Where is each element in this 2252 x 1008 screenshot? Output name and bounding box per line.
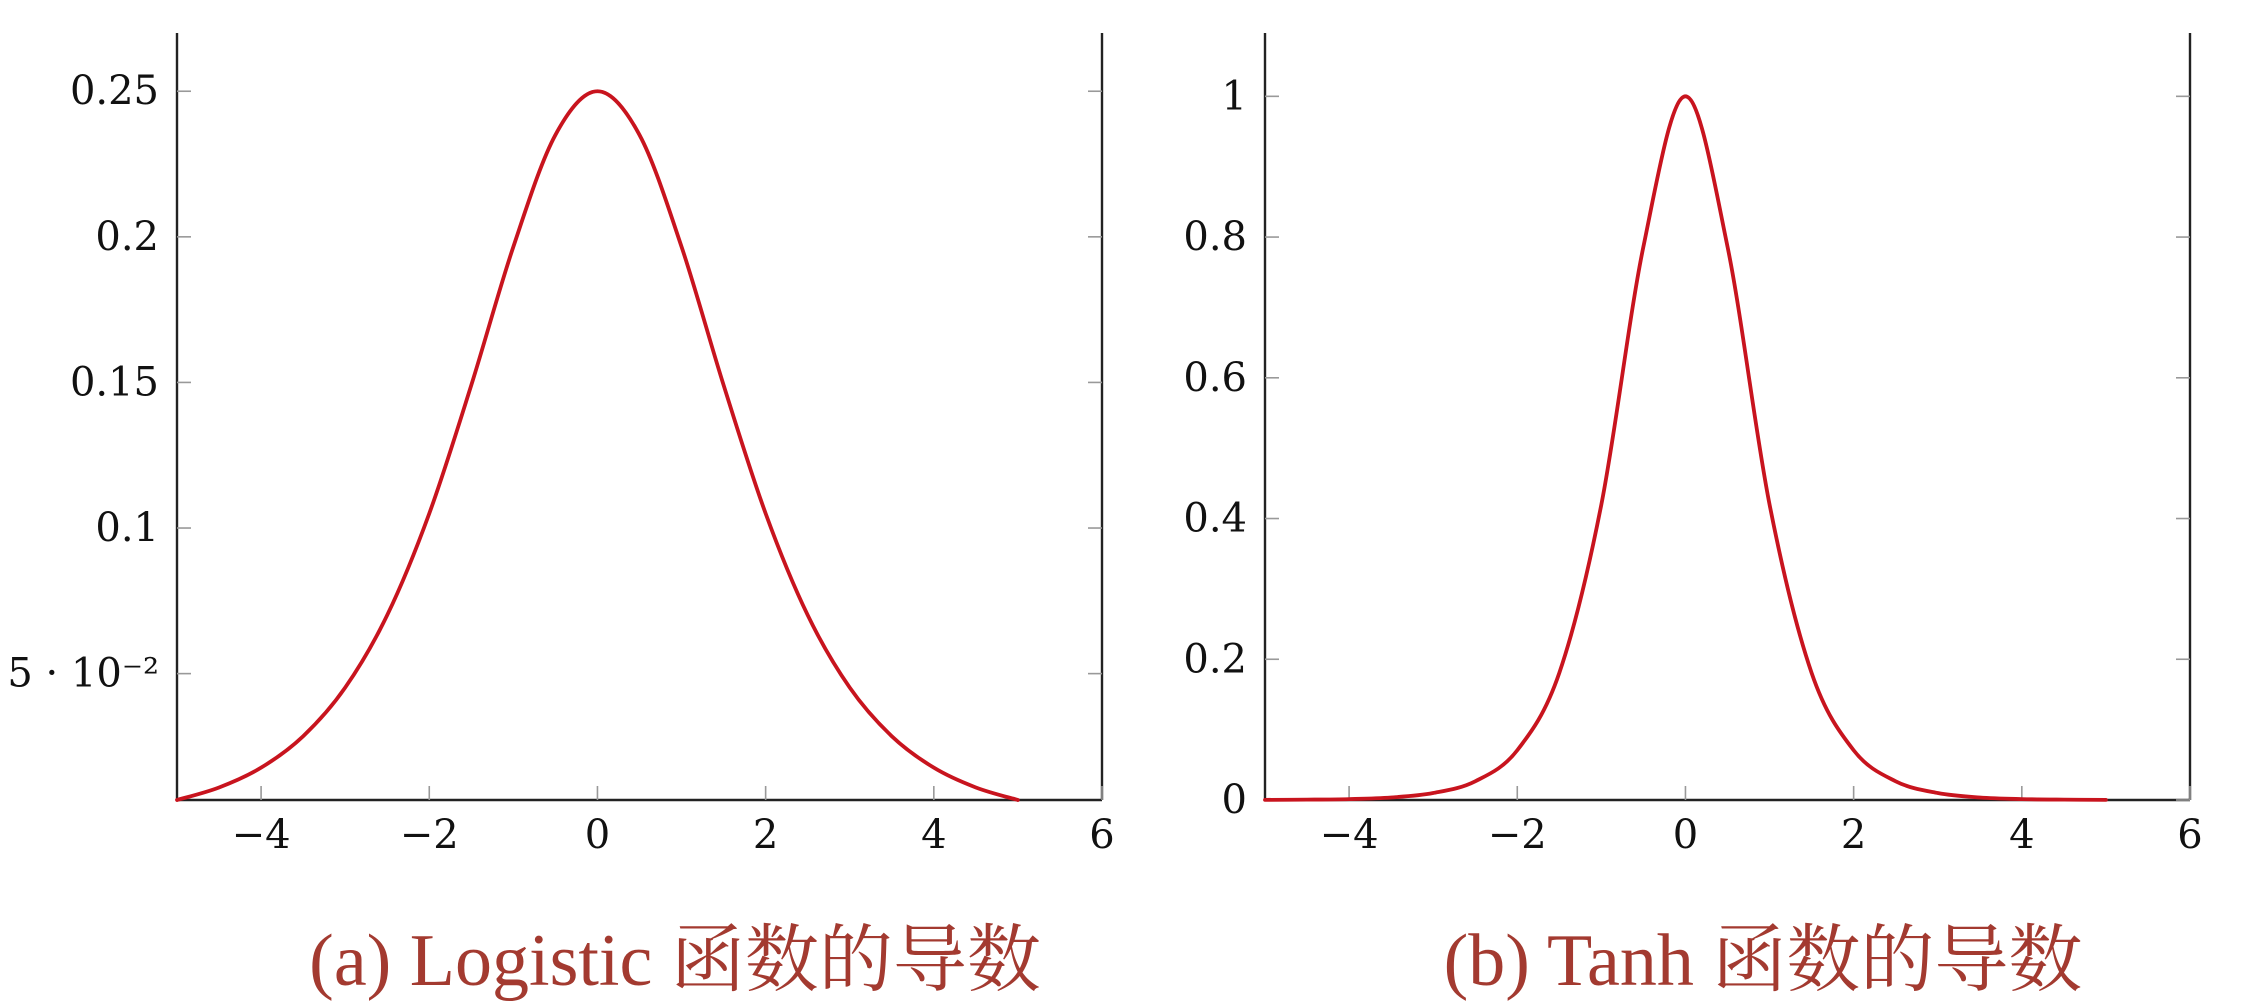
x-tick-label-4: −4 [231,812,291,858]
y-tick-label-0p8: 0.8 [1183,214,1247,261]
y-tick-label-0p15: 0.15 [69,359,159,406]
x-tick-label-6: 6 [2177,812,2203,858]
x-tick-label-4: 4 [921,812,947,858]
y-tick-label-0p6: 0.6 [1183,354,1247,401]
x-tick-label-2: 2 [1840,812,1867,858]
panel-tanh-derivative [1183,33,2202,858]
series-line-logistic-derivative [177,91,1018,800]
caption-logistic-derivative: (a) Logistic 函数的导数 [309,920,1041,1002]
series-line-tanh-derivative [1265,96,2106,800]
x-tick-label-2: −2 [399,812,459,858]
y-tick-label-0p1: 0.1 [95,505,159,552]
y-tick-label-0: 0 [1221,777,1247,823]
y-tick-label-0p2: 0.2 [95,213,159,260]
x-tick-label-2: −2 [1487,812,1547,858]
y-tick-label-0p4: 0.4 [1183,495,1247,542]
caption-tanh-derivative: (b) Tanh 函数的导数 [1443,920,2083,1002]
y-tick-label-1: 1 [1221,73,1247,120]
x-tick-label-2: 2 [752,812,779,858]
y-tick-label-0p05: 5 · 10⁻² [7,650,159,697]
x-tick-label-6: 6 [1089,812,1115,858]
y-tick-label-0p2: 0.2 [1183,636,1247,683]
x-tick-label-0: 0 [584,812,611,858]
x-tick-label-0: 0 [1672,812,1699,858]
panel-logistic-derivative [7,33,1114,858]
x-tick-label-4: 4 [2009,812,2035,858]
x-tick-label-4: −4 [1319,812,1379,858]
y-tick-label-0p25: 0.25 [69,68,159,115]
